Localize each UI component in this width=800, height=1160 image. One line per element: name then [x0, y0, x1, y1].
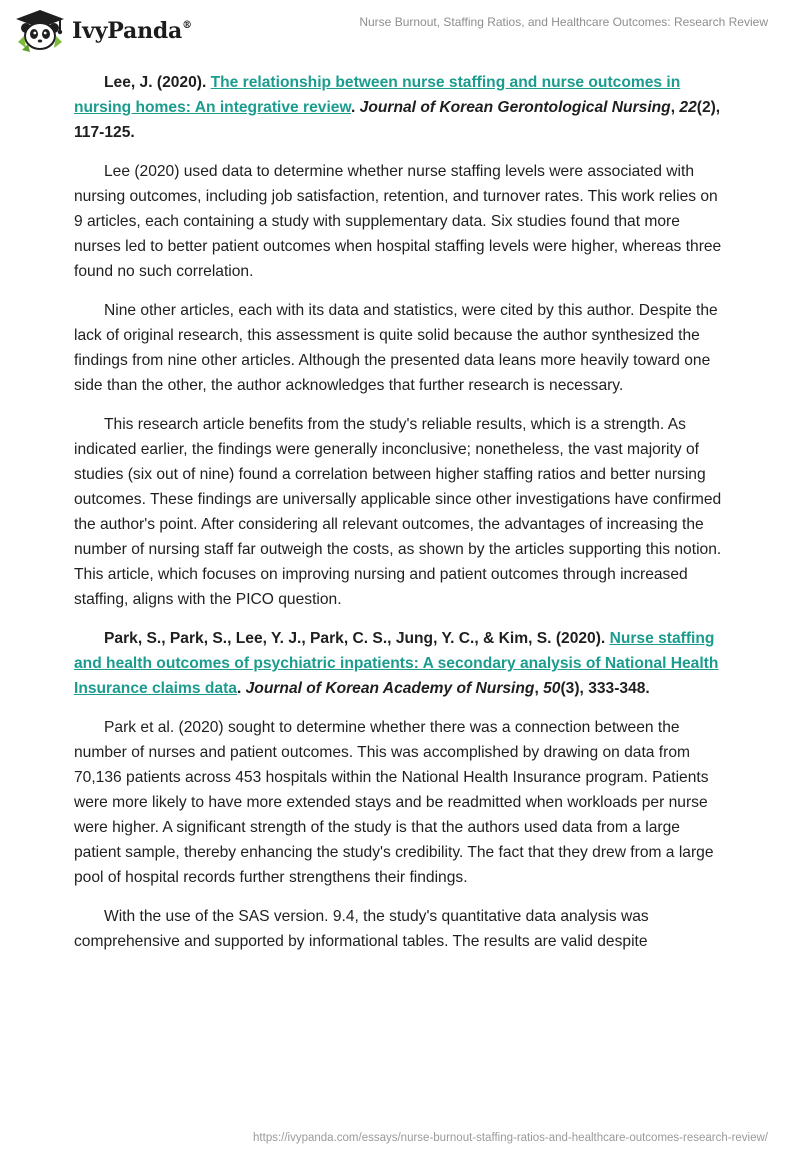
journal-name: Journal of Korean Gerontological Nursing [359, 99, 671, 116]
reference-link-lee-2020[interactable]: The relationship between nurse staffing and nurse outcomes in nursing homes: An integrative review [74, 74, 681, 116]
volume-number: 22 [679, 99, 697, 116]
page-header [0, 0, 800, 60]
body-paragraph: Lee (2020) used data to determine whether nurse staffing levels were associated with nursing outcomes, including job satisfaction, retention, and turnover rates. This work relies on 9 articles, each containing a study with supplementary data. Six studies found that more nurses led to better patient outcomes when hospital staffing levels were higher, whereas three found no such correlation. [74, 163, 722, 280]
panda-graduation-cap-icon [14, 8, 66, 54]
body-paragraph: With the use of the SAS version. 9.4, the study's quantitative data analysis was comprehensive and supported by informational tables. The results are valid despite [74, 908, 649, 950]
body-paragraph: This research article benefits from the study's reliable results, which is a strength. As indicated earlier, the findings were generally inconclusive; nonetheless, the vast majority of studies (six out of nine) found a correlation between higher staffing ratios and better nursing outcomes. These findings are universally applicable since other investigations have confirmed the author's point. After considering all relevant outcomes, the advantages of increasing the number of nursing staff far outweigh the costs, as shown by the articles supporting this notion. This article, which focuses on improving nursing and patient outcomes through increased staffing, aligns with the PICO question. [74, 416, 722, 608]
reference-lee-2020: Lee, J. (2020). The relationship between nurse staffing and nurse outcomes in nursing homes: An integrative review. Journal of Korean Gerontological Nursing, 22(2), 117-125. [74, 74, 721, 141]
source-url[interactable]: https://ivypanda.com/essays/nurse-burnout-staffing-ratios-and-healthcare-outcomes-research-review/ [253, 1132, 768, 1144]
body-paragraph: Nine other articles, each with its data and statistics, were cited by this author. Despite the lack of original research, this assessment is quite solid because the author synthesized the findings from nine other articles. Although the presented data leans more heavily toward one side than the other, the author acknowledges that further research is necessary. [74, 302, 718, 394]
reference-park-2020: Park, S., Park, S., Lee, Y. J., Park, C. S., Jung, Y. C., & Kim, S. (2020). Nurse staffing and health outcomes of psychiatric inpatients: A secondary analysis of National Health Insurance claims data. Journal of Korean Academy of Nursing, 50(3), 333-348. [74, 630, 719, 697]
body-paragraph: Park et al. (2020) sought to determine whether there was a connection between the number of nurses and patient outcomes. This was accomplished by drawing on data from 70,136 patients across 453 hospitals within the National Health Insurance program. Patients were more likely to have more extended stays and be readmitted when workloads per nurse were higher. A significant strength of the study is that the authors used data from a large patient sample, thereby enhancing the study's credibility. The fact that they drew from a large pool of hospital records further strengthens their findings. [74, 719, 714, 886]
volume-number: 50 [543, 680, 561, 697]
journal-name: Journal of Korean Academy of Nursing [245, 680, 535, 697]
document-body [74, 70, 726, 968]
ivypanda-logo[interactable] [14, 8, 192, 54]
reference-link-park-2020[interactable]: Nurse staffing and health outcomes of psychiatric inpatients: A secondary analysis of National Health Insurance claims data [74, 630, 719, 697]
document-title: Nurse Burnout, Staffing Ratios, and Healthcare Outcomes: Research Review [359, 15, 768, 29]
logo-wordmark: IvyPanda® [72, 18, 192, 44]
